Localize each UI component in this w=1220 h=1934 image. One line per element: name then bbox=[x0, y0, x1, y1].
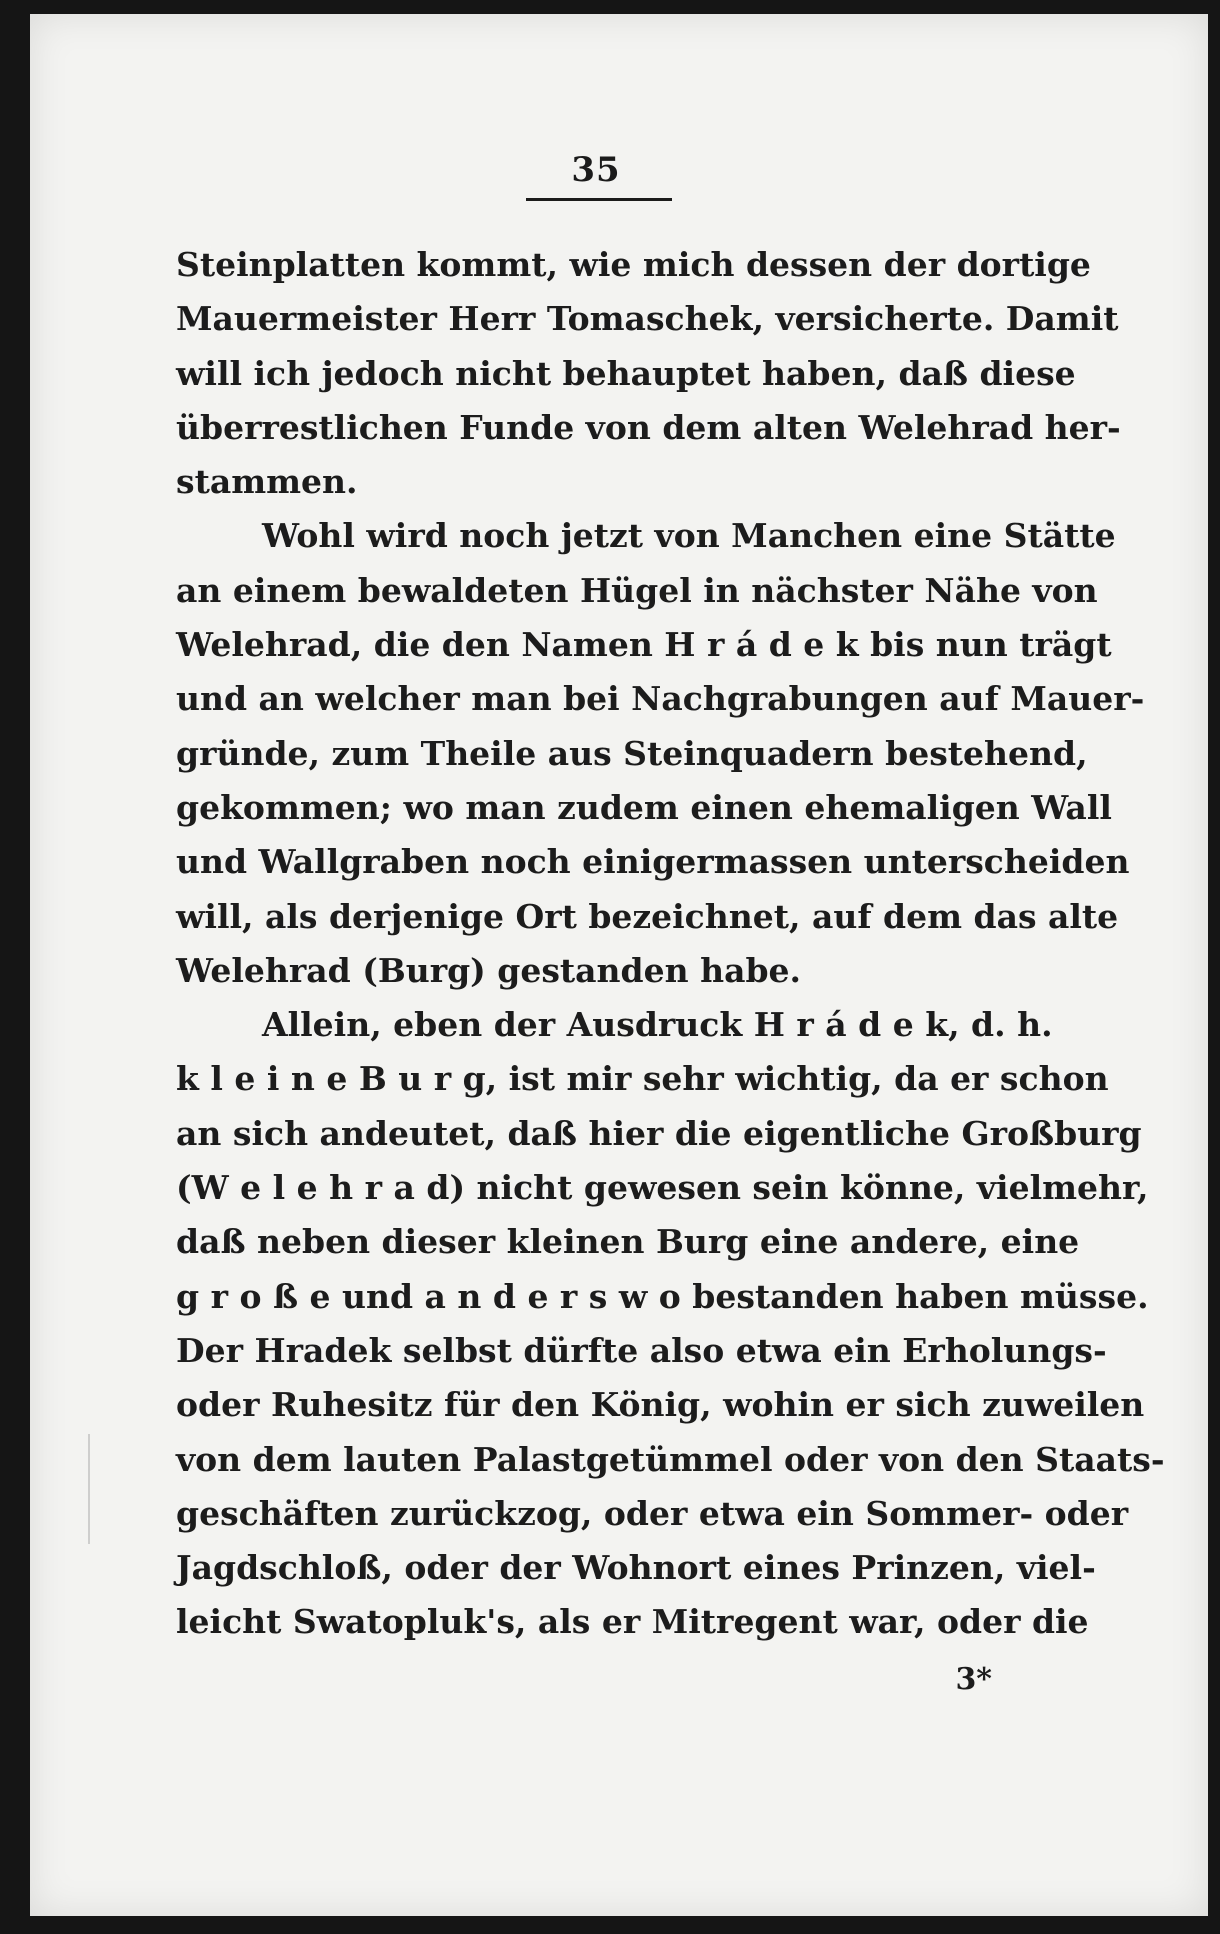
paper-crease bbox=[88, 1434, 90, 1544]
page-number-rule bbox=[526, 198, 672, 201]
text-line: daß neben dieser kleinen Burg eine andere, eine bbox=[176, 1222, 1080, 1262]
text-line: leicht Swatopluk's, als er Mitregent war, oder die bbox=[176, 1602, 1089, 1642]
text-line: (W e l e h r a d) nicht gewesen sein könne, vielmehr, bbox=[176, 1168, 1149, 1208]
page-number: 35 bbox=[571, 150, 621, 190]
text-line: g r o ß e und a n d e r s w o bestanden haben müsse. bbox=[176, 1276, 1149, 1316]
text-line: an sich andeutet, daß hier die eigentliche Großburg bbox=[176, 1113, 1142, 1153]
text-line: will ich jedoch nicht behauptet haben, daß diese bbox=[176, 353, 1076, 393]
text-line: gründe, zum Theile aus Steinquadern bestehend, bbox=[176, 733, 1088, 773]
text-line: gekommen; wo man zudem einen ehemaligen Wall bbox=[176, 787, 1112, 827]
text-line: Welehrad, die den Namen H r á d e k bis nun trägt bbox=[176, 625, 1112, 665]
printer-signature-mark: 3* bbox=[955, 1662, 992, 1697]
text-line: geschäften zurückzog, oder etwa ein Sommer- oder bbox=[176, 1493, 1129, 1533]
text-line: Der Hradek selbst dürfte also etwa ein Erholungs- bbox=[176, 1330, 1107, 1370]
text-line: und Wallgraben noch einigermassen unterscheiden bbox=[176, 842, 1130, 882]
text-line: stammen. bbox=[176, 462, 358, 502]
text-line: Welehrad (Burg) gestanden habe. bbox=[176, 950, 802, 990]
text-line: Jagdschloß, oder der Wohnort eines Prinzen, viel- bbox=[176, 1548, 1096, 1588]
text-line: oder Ruhesitz für den König, wohin er sich zuweilen bbox=[176, 1385, 1145, 1425]
text-line: an einem bewaldeten Hügel in nächster Nähe von bbox=[176, 570, 1098, 610]
paragraph-start-line: Wohl wird noch jetzt von Manchen eine Stätte bbox=[262, 516, 1116, 556]
text-line: von dem lauten Palastgetümmel oder von den Staats- bbox=[176, 1439, 1165, 1479]
text-line: will, als derjenige Ort bezeichnet, auf dem das alte bbox=[176, 896, 1119, 936]
text-line: Steinplatten kommt, wie mich dessen der dortige bbox=[176, 245, 1091, 284]
body-text bbox=[176, 238, 1165, 1650]
text-line: und an welcher man bei Nachgrabungen auf Mauer- bbox=[176, 679, 1145, 719]
text-line: überrestlichen Funde von dem alten Welehrad her- bbox=[176, 407, 1121, 447]
text-line: Mauermeister Herr Tomaschek, versicherte. Damit bbox=[176, 299, 1119, 339]
text-line: k l e i n e B u r g, ist mir sehr wichtig, da er schon bbox=[176, 1059, 1109, 1099]
paragraph-start-line: Allein, eben der Ausdruck H r á d e k, d. h. bbox=[262, 1005, 1053, 1045]
